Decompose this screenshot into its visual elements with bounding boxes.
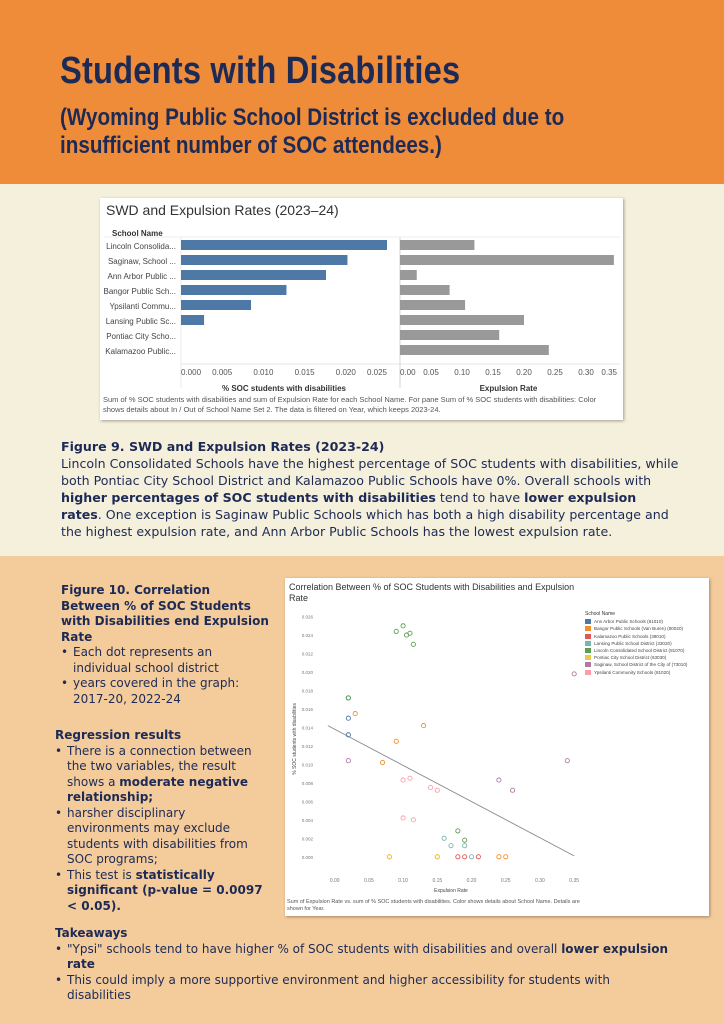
legend-label: Lincoln Consolidated School District (81070) [594,648,685,654]
chart1-bar [400,315,524,325]
chart2-point [401,816,405,820]
legend-label: Lansing Public School District (33020) [594,640,672,646]
figure10-bullet-2: • years covered in the graph: 2017-20, 2022-24 [61,676,271,707]
chart1-category-label: Bangor Public Sch... [103,287,176,296]
chart2-point [497,855,501,859]
chart2-point [463,844,467,848]
chart1-axis-label: % SOC students with disabilities [221,384,347,393]
takeaways [55,926,675,1004]
takeaways-bullet-2: • This could imply a more supportive environment and higher accessibility for students with disabilities [55,973,675,1004]
chart1-tick-label: 0.30 [578,368,594,377]
chart1-tick-label: 0.020 [335,368,356,377]
legend-label: Pontiac City School District (63030) [594,655,667,661]
regression-b3-bold: statistically significant (p-value = 0.0097 < 0.05). [67,867,263,913]
chart2-point [411,642,415,646]
chart2-point [387,855,391,859]
figure9-caption-text-b: tend to have [435,490,525,505]
chart2-title: Correlation Between % of SOC Students with Disabilities and Expulsion Rate [289,582,575,603]
regression-bullet-1 [55,744,265,806]
chart2-y-tick-label: 0.014 [301,725,313,731]
chart2-point [346,696,350,700]
chart1-tick-label: 0.05 [423,368,439,377]
chart2-point [380,760,384,764]
chart1-axis-label: Expulsion Rate [479,384,538,393]
chart1-category-label: Lansing Public Sc... [105,317,176,326]
chart2-point [401,624,405,628]
chart1-tick-label: 0.10 [454,368,470,377]
legend-label: Ann Arbor Public Schools (81010) [594,619,663,625]
chart1-bar [400,240,474,250]
legend-swatch [585,641,591,646]
chart2-legend [585,611,707,676]
chart1-tick-label: 0.015 [294,368,315,377]
chart2-footnote: Sum of Expulsion Rate vs. sum of % SOC students with disabilities. Color shows details about School Name. Details are shown for Year. [287,899,580,912]
chart2-y-axis-label: % SOC students with disabilities [292,703,298,775]
takeaways-b1-bold: lower expulsion rate [67,941,669,971]
legend-swatch [585,670,591,675]
chart2-x-tick-label: 0.20 [466,878,477,884]
figure10-title: Figure 10. Correlation Between % of SOC Students with Disabilities end Expulsion Rate [61,583,269,644]
figure10-description [61,583,271,707]
chart2-trendline [328,726,574,856]
legend-item [585,654,707,661]
legend-item [585,647,707,654]
page-title: Students with Disabilities [60,50,461,92]
legend-swatch [585,626,591,631]
legend-swatch [585,662,591,667]
chart2-x-tick-label: 0.10 [398,878,408,884]
chart1-bar [181,255,347,265]
chart2-point [346,716,350,720]
chart2-y-tick-label: 0.006 [301,799,313,805]
chart2-y-tick-label: 0.012 [301,743,313,749]
chart2-x-tick-label: 0.15 [432,878,443,884]
chart1-bar [400,300,465,310]
figure9-caption-bold-b: lower expulsion rates [61,490,637,522]
chart2-y-tick-label: 0.026 [301,614,313,620]
chart2-point [456,829,460,833]
chart1-footnote: Sum of % SOC students with disabilities and sum of Expulsion Rate for each School Name. For pane Sum of % SOC students with disabilities: Color shows details about In / Out of School Name Set 2. The data is filtered on Year, which keeps 2023-24. [103,395,597,414]
legend-item [585,640,707,647]
swd-expulsion-bar-chart [100,198,623,394]
chart1-category-label: Lincoln Consolida... [106,242,176,251]
chart1-bar [181,240,387,250]
chart1-bar [400,285,450,295]
figure9-caption-text-c: . One exception is Saginaw Public Schools which has both a high disability percentage and the highest expulsion rate, and Ann Arbor Public Schools has the lowest expulsion rate. [61,507,669,539]
takeaways-title: Takeaways [55,926,128,940]
chart2-point [346,759,350,763]
chart2-y-tick-label: 0.000 [301,854,313,860]
chart2-y-tick-label: 0.004 [301,817,313,823]
chart2-point [497,778,501,782]
page-subtitle: (Wyoming Public School District is excluded due to insufficient number of SOC attendees.) [60,104,565,159]
regression-bullet-3 [55,868,265,915]
legend-item [585,669,707,676]
regression-b3-text: This test is [67,867,136,882]
chart1-tick-label: 0.15 [485,368,501,377]
chart1-tick-label: 0.000 [181,368,202,377]
legend-item [585,625,707,632]
chart2-point [435,855,439,859]
chart2-point [411,818,415,822]
chart2-x-tick-label: 0.05 [364,878,374,884]
chart2-point [435,788,439,792]
chart2-point [463,838,467,842]
chart2-point [469,855,473,859]
figure10-bullet-1: • Each dot represents an individual school district [61,645,271,676]
legend-title: School Name [585,611,616,617]
chart1-column-header: School Name [112,229,163,238]
chart2-y-tick-label: 0.020 [301,670,313,676]
chart2-point [401,778,405,782]
chart2-point [408,776,412,780]
chart2-point [394,739,398,743]
chart1-tick-label: 0.35 [601,368,617,377]
chart2-y-tick-label: 0.008 [301,780,313,786]
swd-expulsion-chart-card [100,198,623,420]
chart2-x-tick-label: 0.30 [535,878,545,884]
chart2-point [510,788,514,792]
chart2-point [476,855,480,859]
chart2-y-tick-label: 0.018 [301,688,313,694]
chart2-point [449,844,453,848]
chart2-y-tick-label: 0.022 [301,651,313,657]
chart2-y-tick-label: 0.016 [301,706,313,712]
chart2-point [394,629,398,633]
correlation-scatter-plot [285,578,585,896]
legend-swatch [585,648,591,653]
chart1-category-label: Saginaw, School ... [107,257,176,266]
legend-label: Ypsilanti Community Schools (81020) [594,669,671,675]
chart1-category-label: Ann Arbor Public ... [107,272,176,281]
chart2-point [422,724,426,728]
chart1-tick-label: 0.25 [547,368,563,377]
chart1-tick-label: 0.025 [366,368,387,377]
chart2-point [504,855,508,859]
chart1-bar [400,270,417,280]
chart2-x-axis-label: Expulsion Rate [434,888,468,894]
chart2-x-tick-label: 0.25 [500,878,511,884]
figure9-caption-title: Figure 9. SWD and Expulsion Rates (2023-24) [61,439,385,454]
regression-b1-bold: moderate negative relationship; [67,774,248,804]
chart1-category-label: Pontiac City Scho... [106,332,176,341]
chart2-y-tick-label: 0.002 [301,836,313,842]
chart1-bar [400,255,614,265]
chart1-category-label: Kalamazoo Public... [105,347,176,356]
regression-title: Regression results [55,728,182,742]
chart2-x-tick-label: 0.00 [329,878,340,884]
chart2-point [565,759,569,763]
chart1-bar [400,330,499,340]
legend-label: Kalamazoo Public Schools (39010) [594,633,666,639]
header-banner [0,0,724,184]
chart1-tick-label: 0.20 [516,368,532,377]
chart2-point [353,712,357,716]
figure9-caption-bold-a: higher percentages of SOC students with disabilities [61,490,436,505]
chart1-tick-label: 0.00 [400,368,416,377]
figure9-caption [61,438,681,540]
chart1-bar [400,345,549,355]
figure9-caption-text-a: Lincoln Consolidated Schools have the highest percentage of SOC students with disabilities, while both Pontiac City School District and Kalamazoo Public Schools have 0%. Overall schools with [61,456,679,488]
legend-swatch [585,655,591,660]
legend-item [585,661,707,668]
legend-label: Saginaw, School District of the City of (73010) [594,662,688,668]
chart2-y-tick-label: 0.024 [301,633,313,639]
regression-bullet-2: • harsher disciplinary environments may exclude students with disabilities from SOC programs; [55,806,265,868]
takeaways-bullet-1 [55,942,675,973]
regression-b1-text: There is a connection between the two variables, the result shows a [67,743,252,789]
chart2-point [442,836,446,840]
chart2-x-tick-label: 0.35 [569,878,580,884]
chart2-y-tick-label: 0.010 [301,762,313,768]
takeaways-b1-text: "Ypsi" schools tend to have higher % of SOC students with disabilities and overall [67,941,562,956]
chart2-point [428,785,432,789]
chart1-bar [181,300,251,310]
legend-item [585,618,707,625]
legend-label: Bangor Public Schools (Van Buren) (80020) [594,626,684,632]
chart2-point [456,855,460,859]
chart1-category-label: Ypsilanti Commu... [109,302,176,311]
legend-item [585,633,707,640]
chart2-point [463,855,467,859]
chart1-bar [181,270,326,280]
regression-results [55,728,265,914]
legend-swatch [585,619,591,624]
chart1-tick-label: 0.005 [212,368,233,377]
correlation-chart-card [285,578,709,916]
chart1-title: SWD and Expulsion Rates (2023–24) [106,202,339,218]
chart2-point [408,631,412,635]
legend-swatch [585,634,591,639]
chart1-tick-label: 0.010 [253,368,274,377]
chart2-point [572,672,576,676]
chart1-bar [181,315,204,325]
chart1-bar [181,285,286,295]
